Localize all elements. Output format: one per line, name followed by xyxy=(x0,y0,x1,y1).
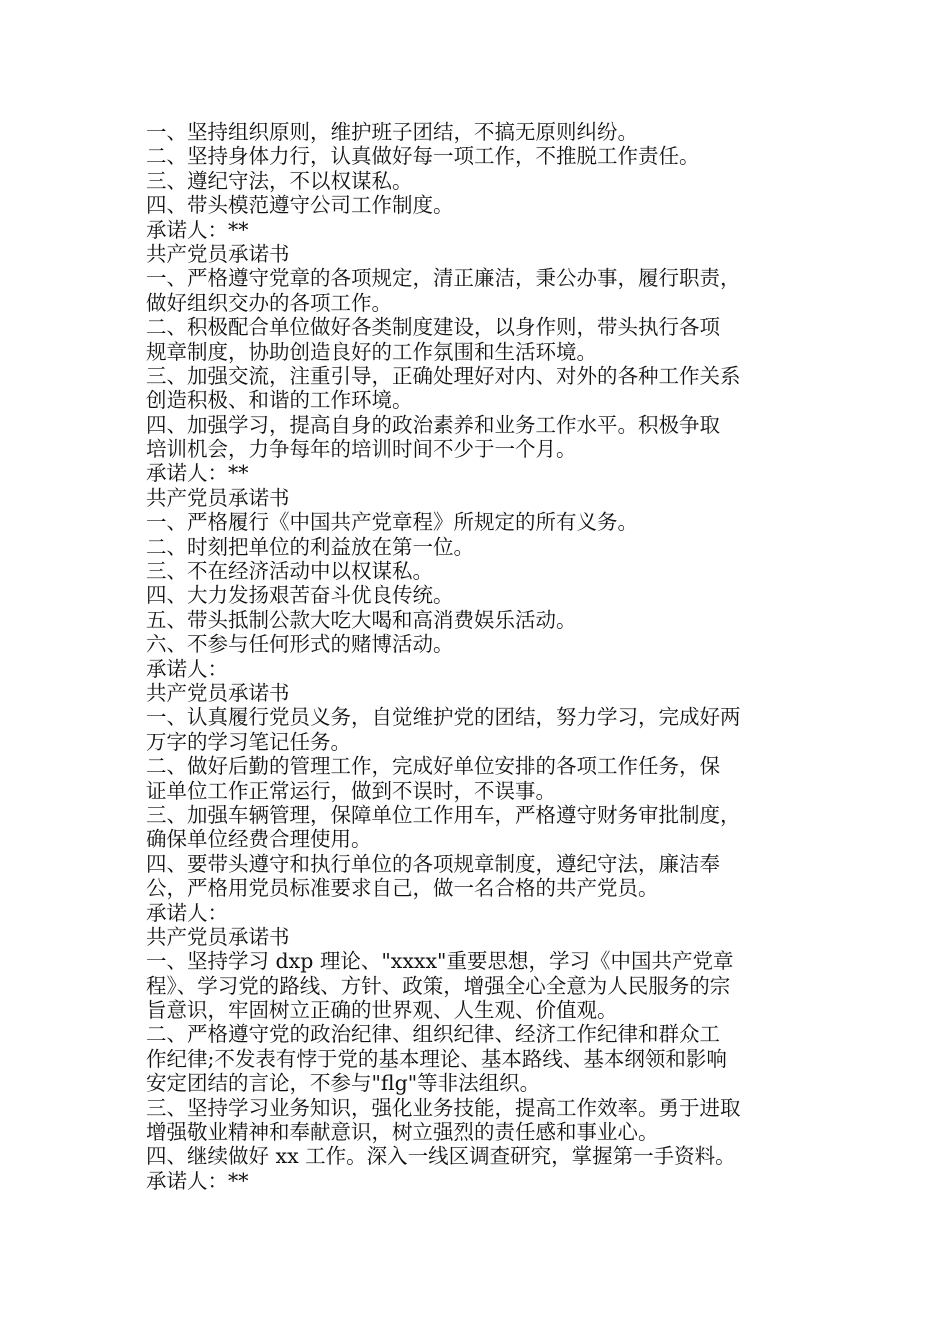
text-line: 四、加强学习，提高自身的政治素养和业务工作水平。积极争取 xyxy=(146,412,720,437)
text-line: 规章制度，协助创造良好的工作氛围和生活环境。 xyxy=(146,339,597,364)
text-line: 四、大力发扬艰苦奋斗优良传统。 xyxy=(146,583,454,608)
text-line: 承诺人：** xyxy=(146,461,249,486)
text-line: 六、不参与任何形式的赌博活动。 xyxy=(146,632,454,657)
text-line: 一、坚持组织原则，维护班子团结，不搞无原则纠纷。 xyxy=(146,120,638,144)
text-line: 三、不在经济活动中以权谋私。 xyxy=(146,559,433,584)
text-line: 承诺人：** xyxy=(146,1168,249,1193)
text-line: 承诺人： xyxy=(146,900,228,925)
text-line: 二、做好后勤的管理工作，完成好单位安排的各项工作任务，保 xyxy=(146,754,720,779)
text-line: 做好组织交办的各项工作。 xyxy=(146,290,392,315)
text-line: 共产党员承诺书 xyxy=(146,485,290,510)
text-line: 证单位工作正常运行，做到不误时，不误事。 xyxy=(146,778,556,803)
text-line: 三、遵纪守法，不以权谋私。 xyxy=(146,168,413,193)
text-line: 二、时刻把单位的利益放在第一位。 xyxy=(146,534,474,559)
text-line: 四、要带头遵守和执行单位的各项规章制度，遵纪守法，廉洁奉 xyxy=(146,851,720,876)
text-line: 三、坚持学习业务知识，强化业务技能，提高工作效率。勇于进取 xyxy=(146,1095,741,1120)
text-line: 承诺人： xyxy=(146,656,228,681)
text-line: 三、加强交流，注重引导，正确处理好对内、对外的各种工作关系 xyxy=(146,363,741,388)
text-line: 作纪律;不发表有悖于党的基本理论、基本路线、基本纲领和影响 xyxy=(146,1046,727,1071)
text-line: 万字的学习笔记任务。 xyxy=(146,729,351,754)
text-line: 公，严格用党员标准要求自己，做一名合格的共产党员。 xyxy=(146,876,659,901)
text-line: 共产党员承诺书 xyxy=(146,924,290,949)
text-line: 一、严格履行《中国共产党章程》所规定的所有义务。 xyxy=(146,510,638,535)
text-line: 旨意识，牢固树立正确的世界观、人生观、价值观。 xyxy=(146,998,618,1023)
text-line: 承诺人：** xyxy=(146,217,249,242)
text-line: 二、积极配合单位做好各类制度建设，以身作则，带头执行各项 xyxy=(146,315,720,340)
text-line: 四、继续做好 xx 工作。深入一线区调查研究，掌握第一手资料。 xyxy=(146,1144,736,1169)
text-line: 二、严格遵守党的政治纪律、组织纪律、经济工作纪律和群众工 xyxy=(146,1022,720,1047)
text-line: 程》、学习党的路线、方针、政策，增强全心全意为人民服务的宗 xyxy=(146,973,731,998)
text-line: 四、带头模范遵守公司工作制度。 xyxy=(146,193,454,218)
text-line: 确保单位经费合理使用。 xyxy=(146,827,372,852)
text-line: 五、带头抵制公款大吃大喝和高消费娱乐活动。 xyxy=(146,607,577,632)
text-line: 一、坚持学习 dxp 理论、"xxxx"重要思想，学习《中国共产党章 xyxy=(146,949,734,974)
text-line: 共产党员承诺书 xyxy=(146,680,290,705)
text-line: 一、认真履行党员义务，自觉维护党的团结，努力学习，完成好两 xyxy=(146,705,741,730)
text-line: 三、加强车辆管理，保障单位工作用车，严格遵守财务审批制度， xyxy=(146,802,741,827)
text-line: 一、严格遵守党章的各项规定，清正廉洁，秉公办事，履行职责， xyxy=(146,266,741,291)
text-line: 增强敬业精神和奉献意识，树立强烈的责任感和事业心。 xyxy=(146,1120,659,1145)
text-line: 培训机会，力争每年的培训时间不少于一个月。 xyxy=(146,437,577,462)
text-line: 安定团结的言论，不参与"flg"等非法组织。 xyxy=(146,1071,541,1096)
text-line: 二、坚持身体力行，认真做好每一项工作，不推脱工作责任。 xyxy=(146,144,700,169)
text-line: 创造积极、和谐的工作环境。 xyxy=(146,388,413,413)
document-body xyxy=(146,120,814,1193)
text-line: 共产党员承诺书 xyxy=(146,241,290,266)
